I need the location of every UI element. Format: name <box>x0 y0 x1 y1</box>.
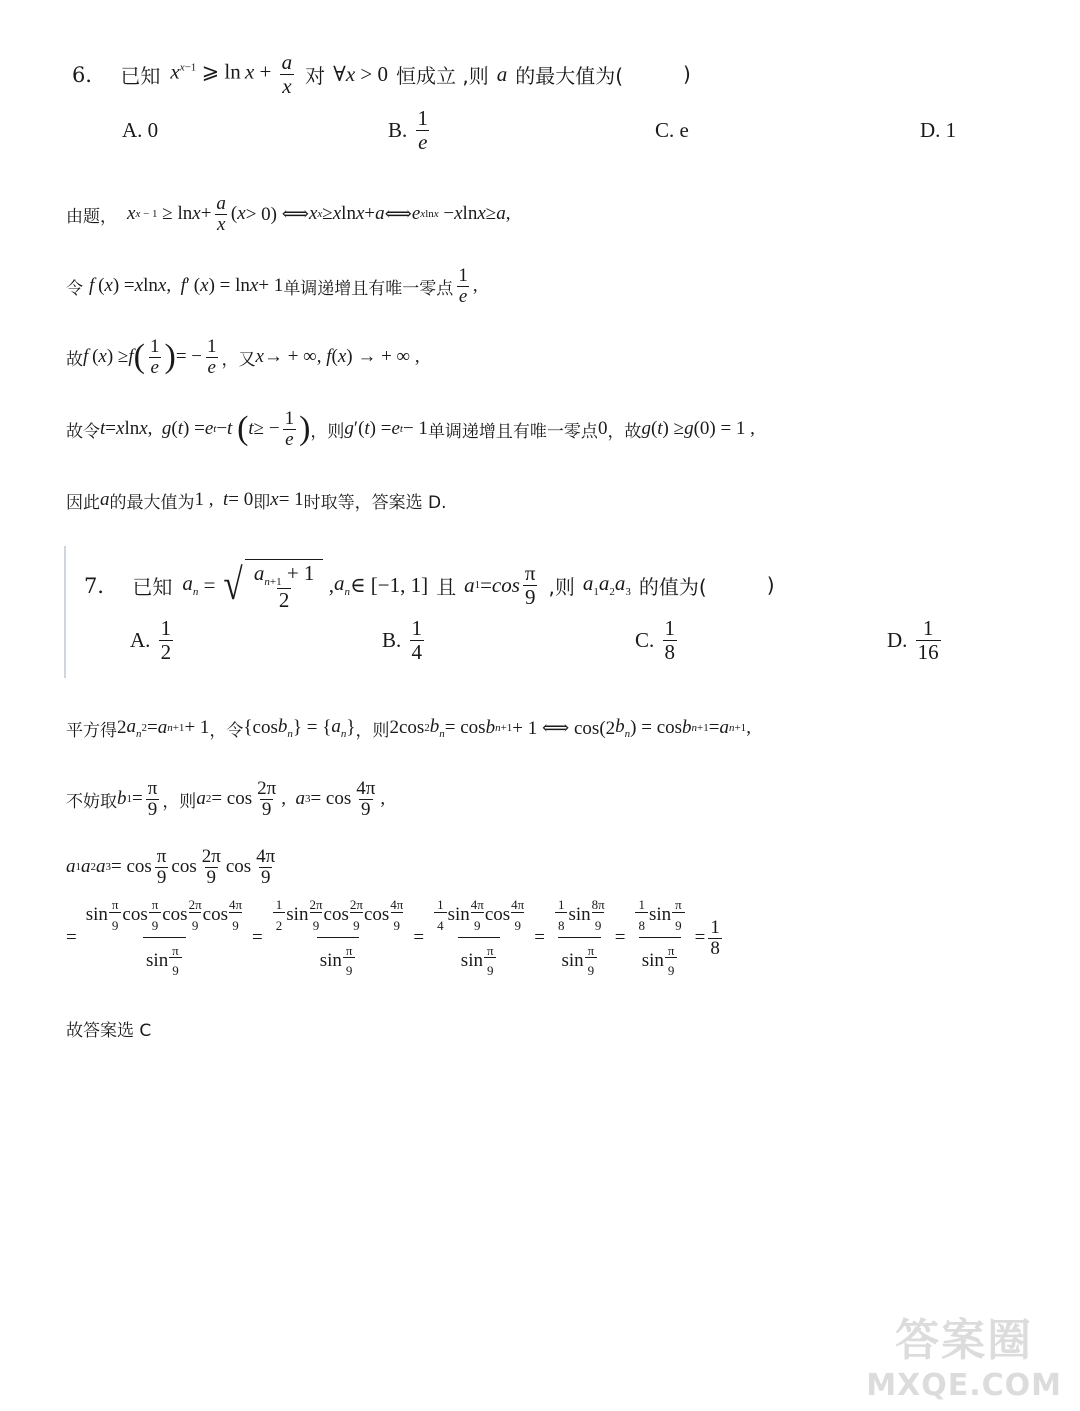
sol7-line3: a 1 a 2 a 3 = cos $\frac{\pi}{9}$ cos $\frac{2\pi}{9}$ cos $\frac{4\pi}{9}$ <box>66 845 276 888</box>
q7-option-b[interactable]: B. $\frac{1}{4}$ <box>382 616 423 664</box>
q7-option-c[interactable]: C. $\frac{1}{8}$ <box>635 616 676 664</box>
q7-initial: a 1 = cos $\frac{\pi}{9}$ <box>464 561 536 609</box>
q7-option-d[interactable]: D. $\frac{1}{16}$ <box>887 616 939 664</box>
sol7-line1: 平方得 2 $a_n$ 2 = a n+1 + 1 ，令 {cos $b_n$ } = { $a_n$ } ，则 2cos 2 $b_n$ = cos b n+1 + 1 ⟺ cos(2 $b_n$ ) = cos b n+1 = a n+1 , <box>66 716 751 741</box>
sol7-line4: = sin π 9 cos π 9 cos 2π 9 cos 4π 9 sin π 9 = 1 2 sin 2π 9 cos 2π 9 cos 4π 9 sin π 9 = 1 4 sin 4π 9 cos 4π 9 sin π 9 = 1 8 sin 8π 9 sin π 9 = 1 8 sin π 9 sin π 9 = $\frac{1}{8}$ <box>66 897 720 979</box>
q6-number: 6． <box>72 63 107 87</box>
sol6-line4: 故令 t = x ln x , g ( t ) = e t − t ( t ≥ − $\frac{1}{e}$ ) ，则 g ′( t ) = e t − 1 单调递增且有唯一零点 0 ，故 g ( t ) ≥ g (0) = 1 , <box>66 407 755 450</box>
q7-option-a[interactable]: A. $\frac{1}{2}$ <box>130 616 172 664</box>
sol7-final: 故答案选 C <box>66 1020 152 1041</box>
q7-recurrence: $a_n$ = √ $\frac{a_{n+1} + 1}{2}$ , $a_n$ ∈ [−1, 1] <box>182 560 429 613</box>
q6-stem-var: a <box>496 61 508 86</box>
q6-stem-rel: 恒成立 ,则 <box>395 63 489 88</box>
sol7-line2: 不妨取 b 1 = $\frac{\pi}{9}$ ，则 a 2 = cos $\frac{2\pi}{9}$ , a 3 = cos $\frac{4\pi}{9}$ , <box>66 777 386 820</box>
sol6-line2: 令 f ( x ) = x ln x , f ′ ( x ) = ln x + 1 单调递增且有唯一零点 $\frac{1}{e}$ , <box>66 264 478 307</box>
q6-stem-prefix: 已知 <box>120 63 161 88</box>
q6-option-d[interactable]: D. 1 <box>920 117 957 142</box>
q6-inequality: $x^{x-1}$ ⩾ ln x + $\frac{a}{x}$ <box>170 50 293 98</box>
q6-domain: ∀x > 0 <box>333 61 388 86</box>
q7-number: 7． <box>84 574 119 598</box>
sol6-line1: 由题， x x − 1 ≥ ln x + $\frac{a}{x}$ ( x > 0) ⟺ x x ≥ x ln x + a ⟺ e xlnx − x ln x ≥ a , <box>66 192 511 235</box>
sol6-line5: 因此 a 的最大值为 1 , t = 0 即 x = 1 时取等，答案选 D. <box>66 489 447 513</box>
q6-stem: 6． 已知 $x^{x-1}$ ⩾ ln x + $\frac{a}{x}$ 对 ∀x > 0 恒成立 ,则 a 的最大值为( ) <box>72 50 691 98</box>
q7-margin-bar <box>64 546 66 678</box>
q6-stem-close: ) <box>683 62 691 86</box>
q6-option-a[interactable]: A. 0 <box>122 117 159 142</box>
q6-option-b[interactable]: B. $\frac{1}{e}$ <box>388 106 429 154</box>
q6-stem-suffix: 的最大值为( <box>515 63 624 88</box>
q6-option-c[interactable]: C. e <box>655 117 689 142</box>
q7-stem: 7． 已知 $a_n$ = √ $\frac{a_{n+1} + 1}{2}$ , $a_n$ ∈ [−1, 1] 且 a 1 = cos $\frac{\pi}{9}$ ,则 $a_1a_2a_3$ 的值为( ) <box>84 560 775 613</box>
watermark-logo: 答案圈 MXQE.COM <box>866 1315 1062 1403</box>
sol6-line3: 故 f ( x ) ≥ f ( $\frac{1}{e}$ ) = − $\frac{1}{e}$ ，又 x → + ∞, f ( x ) → + ∞ , <box>66 335 420 378</box>
